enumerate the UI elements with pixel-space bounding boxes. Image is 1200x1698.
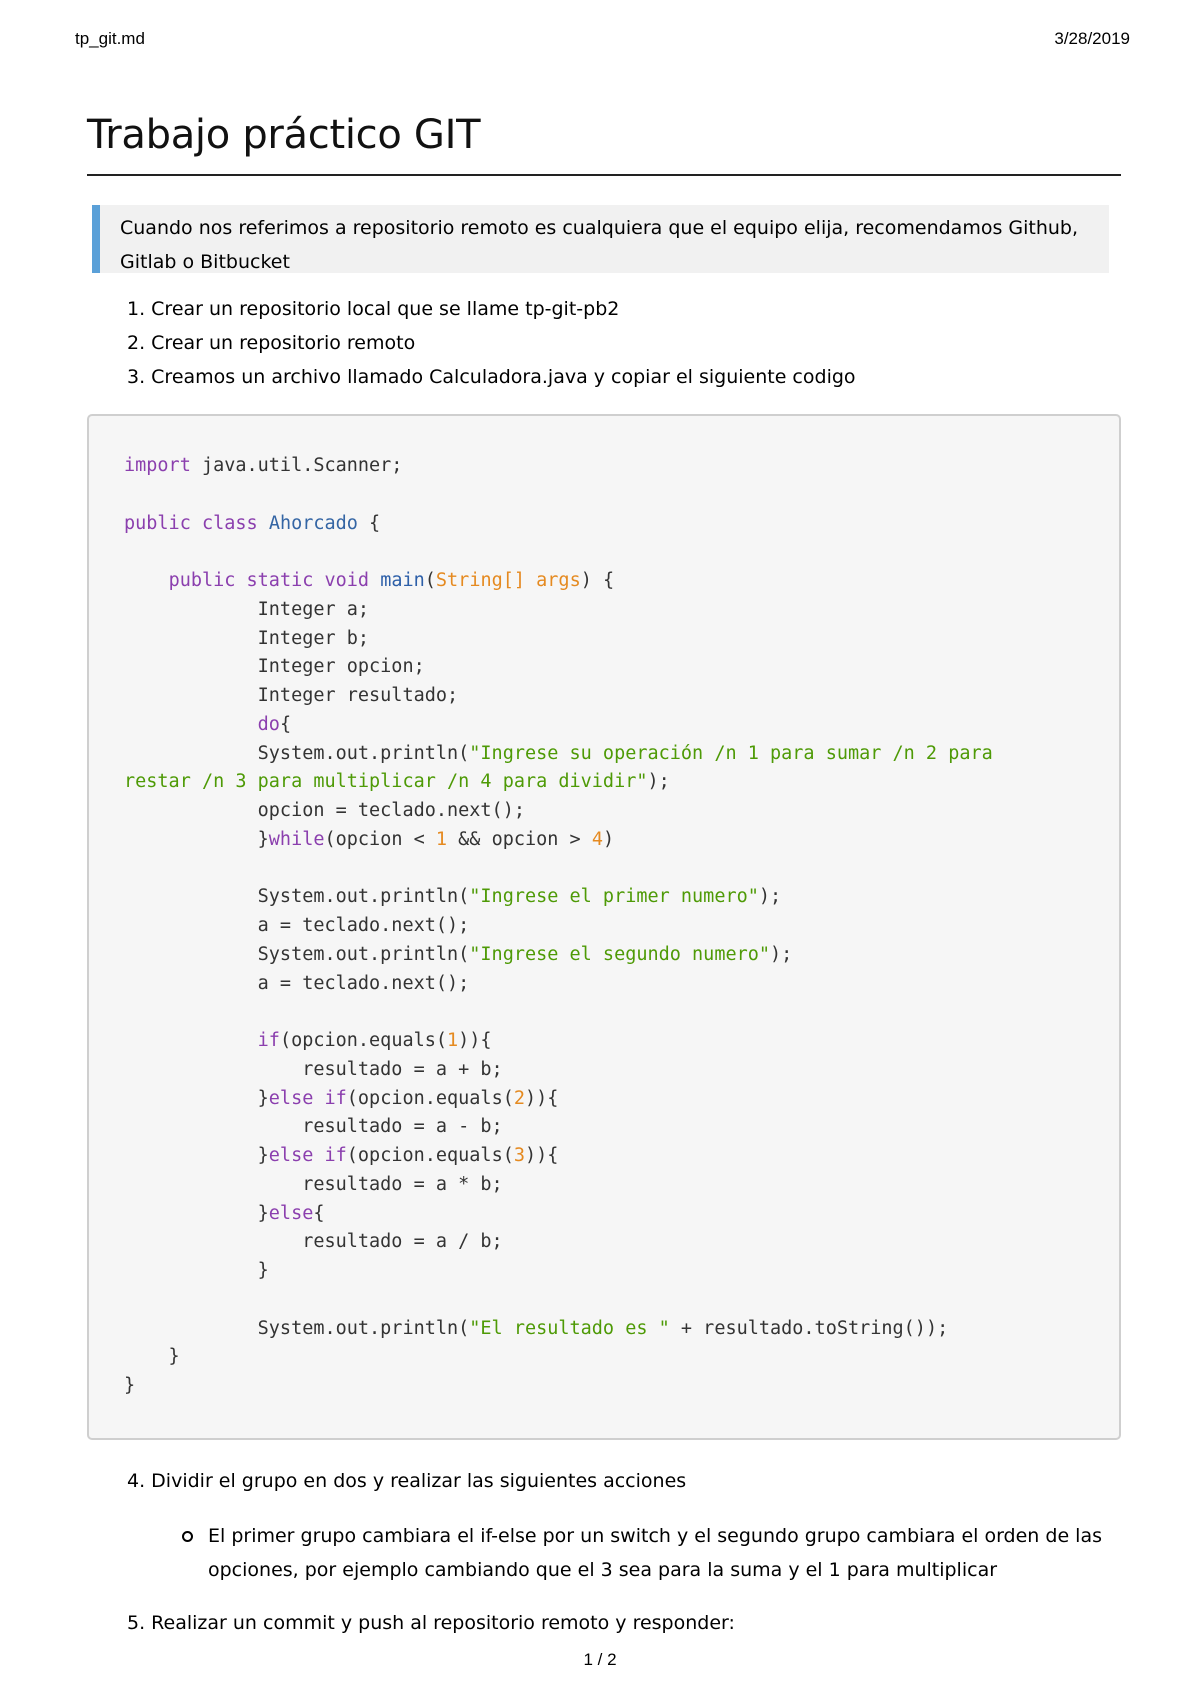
step-item: 5. Realizar un commit y push al repositorio remoto y responder: <box>127 1612 735 1634</box>
code-content: import java.util.Scanner; public class Ahorcado { public static void main(String[] args) { Integer a; Integer b; Integer opcion; Integer resultado; do{ System.out.println("Ingrese su operación /n 1 para sumar /n 2 para restar /n 3 para multiplicar /n 4 para dividir"); opcion = teclado.next(); }while(opcion < 1 && opcion > 4) System.out.println("Ingrese el primer numero"); a = teclado.next(); System.out.println("Ingrese el segundo numero"); a = teclado.next(); if(opcion.equals(1)){ resultado = a + b; }else if(opcion.equals(2)){ resultado = a - b; }else if(opcion.equals(3)){ resultado = a * b; }else{ resultado = a / b; } System.out.println("El resultado es " + resultado.toString()); } } <box>124 455 993 1396</box>
page-number: 1 / 2 <box>583 1650 617 1669</box>
bullet-circle-icon <box>182 1531 193 1542</box>
page-title: Trabajo práctico GIT <box>87 112 481 158</box>
document-date: 3/28/2019 <box>1054 29 1130 48</box>
step-item: 1. Crear un repositorio local que se llame tp-git-pb2 <box>127 298 620 320</box>
document-filename: tp_git.md <box>75 29 145 48</box>
steps-list <box>127 292 856 394</box>
step-item: 3. Creamos un archivo llamado Calculadora.java y copiar el siguiente codigo <box>127 366 856 388</box>
note-text: Cuando nos referimos a repositorio remoto es cualquiera que el equipo elija, recomendamos Github, Gitlab o Bitbucket <box>120 217 1079 273</box>
note-blockquote <box>92 205 1109 273</box>
title-divider <box>87 174 1121 176</box>
bullet-text: El primer grupo cambiara el if-else por un switch y el segundo grupo cambiara el orden de las opciones, por ejemplo cambiando que el 3 sea para la suma y el 1 para multiplicar <box>208 1525 1102 1581</box>
step-item: 2. Crear un repositorio remoto <box>127 332 416 354</box>
bullet-item <box>182 1519 1112 1587</box>
step-item: 4. Dividir el grupo en dos y realizar las siguientes acciones <box>127 1470 687 1492</box>
